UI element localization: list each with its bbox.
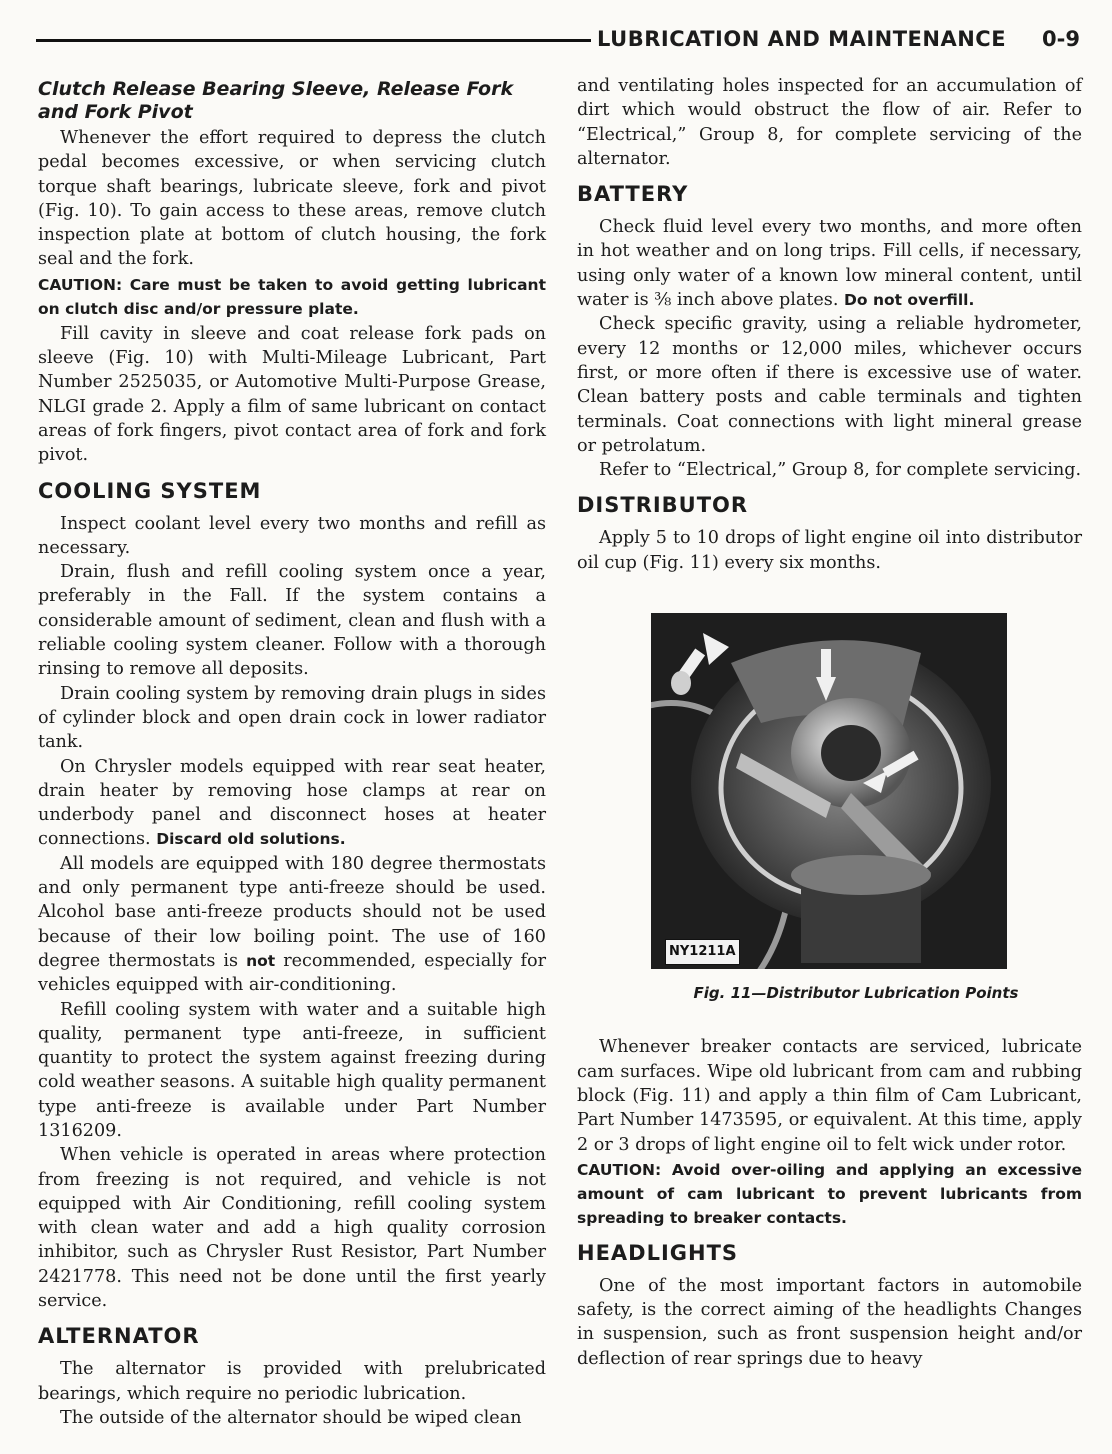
battery-p1-text: Check fluid level every two months, and more often in hot weather and on long trips. Fill cells, if necessary, using only water of a known low mineral content, until water is ⅜ inch above plates. xyxy=(577,217,1082,311)
clutch-subheading: Clutch Release Bearing Sleeve, Release Fork and Fork Pivot xyxy=(38,78,514,123)
cooling-paragraph-1: Inspect coolant level every two months and refill as necessary. xyxy=(38,513,546,558)
section-title: LUBRICATION AND MAINTENANCE xyxy=(597,27,1007,51)
clutch-paragraph-1: Whenever the effort required to depress the clutch pedal becomes excessive, or when servicing clutch torque shaft bearings, lubricate sleeve, fork and pivot (Fig. 10). To gain access to these areas, remove clutch inspection plate at bottom of clutch housing, the fork seal and the fork. xyxy=(38,128,546,270)
headlights-paragraph-1: One of the most important factors in automobile safety, is the correct aiming of the headlights Changes in suspension, such as front suspension height and/or deflection of rear springs due to heavy xyxy=(577,1275,1082,1369)
distributor-paragraph-2: Whenever breaker contacts are serviced, lubricate cam surfaces. Wipe old lubricant from cam and rubbing block (Fig. 11) and apply a thin film of Cam Lubricant, Part Number 1473595, or equivalent. At this time, apply 2 or 3 drops of light engine oil to felt wick under rotor. xyxy=(577,1037,1082,1155)
cooling-paragraph-6: Refill cooling system with water and a suitable high quality, permanent type anti-freeze, in sufficient quantity to protect the system against freezing during cold weather seasons. A suitable high quality permanent type anti-freeze is available under Part Number 1316209. xyxy=(38,999,546,1141)
distributor-paragraph-1: Apply 5 to 10 drops of light engine oil into distributor oil cup (Fig. 11) every six months. xyxy=(577,528,1082,573)
figure-11 xyxy=(651,613,1019,1005)
right-column xyxy=(577,74,1082,1371)
distributor-heading: DISTRIBUTOR xyxy=(577,493,749,518)
cooling-p4-bold: Discard old solutions. xyxy=(156,830,346,849)
figure-tag: NY1211A xyxy=(665,939,740,965)
alternator-paragraph-1: The alternator is provided with prelubricated bearings, which require no periodic lubrication. xyxy=(38,1359,546,1404)
cooling-paragraph-4 xyxy=(38,755,546,852)
cooling-p5-text-a: All models are equipped with 180 degree thermostats and only permanent type anti-freeze should be used. Alcohol base anti-freeze products should not be used because of their low boiling point. The use of 160 degree thermostats is xyxy=(38,853,546,971)
distributor-photo xyxy=(651,613,1007,969)
battery-paragraph-3: Refer to “Electrical,” Group 8, for complete servicing. xyxy=(599,460,1082,481)
figure-caption: Fig. 11—Distributor Lubrication Points xyxy=(693,984,1019,1003)
battery-paragraph-2: Check specific gravity, using a reliable hydrometer, every 12 months or 12,000 miles, whichever occurs first, or more often if there is excessive use of water. Clean battery posts and cable terminals and tighten terminals. Coat connections with light mineral grease or petrolatum. xyxy=(577,314,1082,456)
header-rule xyxy=(36,39,591,42)
left-column xyxy=(38,74,546,1430)
cooling-heading: COOLING SYSTEM xyxy=(38,478,262,503)
distributor-caution: CAUTION: Avoid over-oiling and applying an excessive amount of cam lubricant to prevent lubricants from spreading to breaker contacts. xyxy=(577,1160,1082,1227)
cooling-paragraph-5 xyxy=(38,852,546,998)
clutch-caution: CAUTION: Care must be taken to avoid getting lubricant on clutch disc and/or pressure plate. xyxy=(38,275,546,318)
clutch-paragraph-2: Fill cavity in sleeve and coat release fork pads on sleeve (Fig. 10) with Multi-Mileage Lubricant, Part Number 2525035, or Automotive Multi-Purpose Grease, NLGI grade 2. Apply a film of same lubricant on contact areas of fork fingers, pivot contact area of fork and fork pivot. xyxy=(38,323,546,466)
headlights-heading: HEADLIGHTS xyxy=(577,1240,739,1265)
alternator-paragraph-2: The outside of the alternator should be wiped clean xyxy=(60,1407,522,1428)
cooling-paragraph-2: Drain, flush and refill cooling system once a year, preferably in the Fall. If the system contains a considerable amount of sediment, clean and flush with a reliable cooling system cleaner. Follow with a thorough rinsing to remove all deposits. xyxy=(38,562,546,680)
cooling-p5-bold: not xyxy=(246,951,276,970)
cooling-paragraph-3: Drain cooling system by removing drain plugs in sides of cylinder block and open drain cock in lower radiator tank. xyxy=(38,683,546,753)
cooling-paragraph-7: When vehicle is operated in areas where protection from freezing is not required, and vehicle is not equipped with Air Conditioning, refill cooling system with clean water and add a high quality corrosion inhibitor, such as Chrysler Rust Resistor, Part Number 2421778. This need not be done until the first yearly service. xyxy=(38,1145,546,1312)
battery-paragraph-1 xyxy=(577,215,1082,312)
page-header xyxy=(36,22,1080,56)
battery-p1-bold: Do not overfill. xyxy=(844,291,975,310)
page-number: 0-9 xyxy=(1042,27,1080,51)
alternator-continued: and ventilating holes inspected for an accumulation of dirt which would obstruct the flow of air. Refer to “Electrical,” Group 8, for complete servicing of the alternator. xyxy=(577,76,1082,169)
cooling-p5-text-b: recommended, especially for vehicles equipped with air-conditioning. xyxy=(38,950,546,996)
cooling-p4-text: On Chrysler models equipped with rear seat heater, drain heater by removing hose clamps at rear on underbody panel and disconnect hoses at heater connections. xyxy=(38,756,546,850)
distributor-illustration xyxy=(651,613,1007,969)
alternator-heading: ALTERNATOR xyxy=(38,1324,200,1349)
battery-heading: BATTERY xyxy=(577,182,689,207)
